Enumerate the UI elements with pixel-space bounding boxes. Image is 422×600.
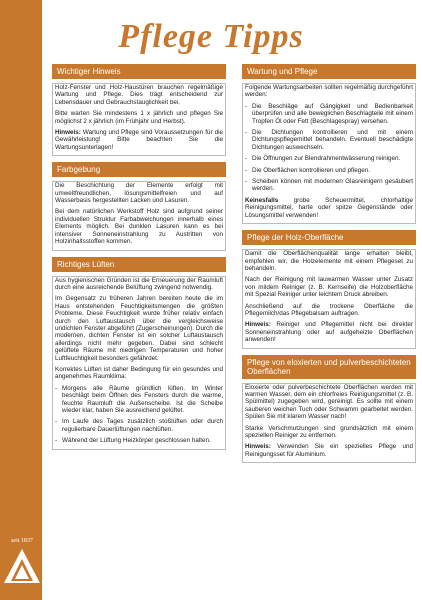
section-body <box>52 276 226 450</box>
section-body <box>242 83 416 224</box>
section-body <box>242 383 416 464</box>
section-wartung-und-pflege <box>242 64 416 224</box>
paragraph: Holz-Fenster und Holz-Haustüren brauchen regelmäßige Wartung und Pflege. Dies trägt entscheidend zur Lebensdauer und Gebrauchstauglichkeit bei. <box>55 84 223 106</box>
paragraph: Bitte warten Sie mindestens 1 x jährlich und pflegen Sie möglichst 2 x jährlich (im Frühjahr und Herbst). <box>55 110 223 125</box>
page-title: Pflege Tipps <box>118 18 304 55</box>
paragraph: Die Beschichtung der Elemente erfolgt mit umweltfreundlichen, lösungsmittelfreien und auf Wasserbasis hergestellten Lacken und Lasuren. <box>55 182 223 205</box>
paragraph: Starke Verschmutzungen sind grundsätzlich mit einem speziellen Reiniger zu entfernen. <box>245 424 413 439</box>
section-heading: Wartung und Pflege <box>242 64 416 79</box>
brand-since-text: seit 1837 <box>11 538 33 544</box>
paragraph: Bei dem natürlichen Werkstoff Holz sind aufgrund seiner individuellen Struktur Farbabweichungen innerhalb eines Elements möglich. Bei dunklen Lasuren kann es bei intensiver Sonneneinstrahlung zu Austritten von Holzinhaltsstoffen kommen. <box>55 208 223 246</box>
list-item: - Die Beschläge auf Gängigkeit und Bedienbarkeit überprüfen und alle beweglichen Beschlagteile mit einem Tropfen Öl oder Fett (Beschlagespray) versehen. <box>245 103 413 125</box>
list-item: - Morgens alle Räume gründlich lüften. Im Winter beschlägt beim Öffnen des Fensters durch die warme, feuchte Raumluft die Außenscheibe. Ist die Scheibe wieder klar, haben Sie ausreichend gelüftet. <box>55 385 223 415</box>
section-richtiges-lueften <box>52 257 226 450</box>
section-farbgebung <box>52 162 226 250</box>
note <box>245 321 413 343</box>
note-label: Hinweis: <box>245 443 271 451</box>
section-body <box>52 83 226 156</box>
paragraph: Aus hygienischen Gründen ist die Erneuerung der Raumluft durch eine ausreichende Belüftung zwingend notwendig. <box>55 276 223 291</box>
list-item: - Die Oberflächen kontrollieren und pflegen. <box>245 167 413 174</box>
paragraph: Anschließend auf die trockene Oberfläche die Pflegemilch/das Pflegebalsam auftragen. <box>245 302 413 317</box>
left-column <box>52 64 226 456</box>
paragraph: Im Gegensatz zu früheren Jahren bereiten heute die im Haus entstehenden Feuchtigkeitsmengen die größten Probleme. Diese Feuchtigkeit wurde früher relativ einfach durch den Luftaustausch über die vergleichsweise undichten Fenster abgeführt (Zugerscheinungen). Durch die modernen, dichten Fenster ist ein solcher Luftaustausch allerdings nicht mehr gegeben. Dabei sind schlecht gelüftete Räume mit niedrigen Temperaturen und hoher Luftfeuchtigkeit besonders gefährdet. <box>55 295 223 362</box>
note-text: grobe Scheuermittel, chlorhaltige Reinigungsmittel, harte oder spitze Gegenstände oder Lösungsmittel verwenden! <box>245 196 413 219</box>
note-text: Verwenden Sie ein spezielles Pflege und Reinigungsset für Aluminium. <box>245 443 413 458</box>
section-heading: Pflege von eloxierten und pulverbeschichteten Oberflächen <box>242 355 416 379</box>
list-item: - Die Dichtungen kontrollieren und mit einem Dichtungspflegemittel behandeln. Eventuell beschädigte Dichtungen auswechseln. <box>245 129 413 151</box>
paragraph: Damit die Oberflächenqualität lange erhalten bleibt, empfehlen wir, die Holzelemente mit einem Pflegeset zu behandeln. <box>245 250 413 272</box>
paragraph: Nach der Reinigung mit lauwarmen Wasser unter Zusatz von mildem Reiniger (z. B. Kernseife) die Holzoberfläche mit Spezial Reiniger unter leichtem Druck abreiben. <box>245 276 413 299</box>
note-label: Hinweis: <box>55 129 81 137</box>
right-column <box>242 64 416 469</box>
section-heading: Pflege der Holz-Oberfläche <box>242 230 416 245</box>
list-item: - Die Öffnungen zur Blendrahmentwässerung reinigen. <box>245 155 413 162</box>
note <box>55 129 223 151</box>
list-item: - Während der Lüftung Heizkörper geschlossen halten. <box>55 437 223 444</box>
note <box>245 443 413 458</box>
brand-logo <box>3 538 41 586</box>
paragraph: Folgende Wartungsarbeiten sollten regelmäßig durchgeführt werden: <box>245 84 413 99</box>
section-body <box>242 249 416 348</box>
sidebar-band <box>0 0 42 600</box>
house-logo-icon <box>3 547 41 585</box>
paragraph: Korrektes Lüften ist daher Bedingung für ein gesundes und angenehmes Raumklima: <box>55 365 223 381</box>
section-heading: Richtiges Lüften <box>52 257 226 272</box>
note-text: Wartung und Pflege sind Voraussetzungen für die Gewährleistung! Bitte beachten Sie die Wartungsunterlagen! <box>55 129 223 151</box>
section-eloxierte-oberflaechen <box>242 355 416 464</box>
note-text: Reiniger und Pflegemittel nicht bei direkter Sonneneinstrahlung oder auf aufgeheizte Oberflächen anwenden! <box>245 321 413 344</box>
note-label: Keinesfalls <box>245 196 279 204</box>
paragraph: Eloxierte oder pulverbeschichtete Oberflächen werden mit warmen Wasser, dem ein chlorfreies Reinigungsmittel (z. B. Spülmittel) zugegeben wird, gereinigt. Es sollte mit einem sauberen weichen Tuch oder Schwamm gearbeitet werden. Spülen Sie mit klarem Wasser nach! <box>245 383 413 421</box>
note-label: Hinweis: <box>245 321 271 329</box>
list-item: - Im Laufe des Tages zusätzlich stoßlüften oder durch regulierbare Dauerlüftungen nachlüften. <box>55 418 223 433</box>
section-pflege-holz-oberflaeche <box>242 230 416 348</box>
section-wichtiger-hinweis <box>52 64 226 156</box>
note <box>245 197 413 219</box>
section-heading: Farbgebung <box>52 162 226 177</box>
list-item: - Scheiben können mit modernen Glasreinigern gesäubert werden. <box>245 178 413 193</box>
section-heading: Wichtiger Hinweis <box>52 64 226 79</box>
section-body <box>52 181 226 250</box>
